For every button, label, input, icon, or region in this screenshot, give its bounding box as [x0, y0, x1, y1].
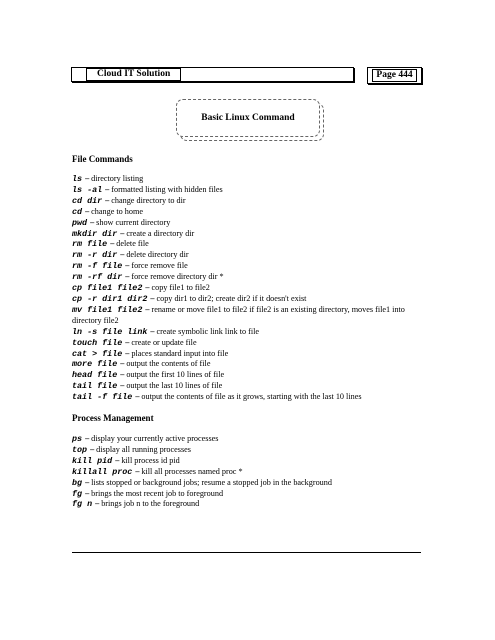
command-description: force remove directory dir *: [131, 272, 224, 282]
command-description: output the last 10 lines of file: [126, 381, 223, 391]
separator-dash: –: [95, 499, 100, 509]
separator-dash: –: [135, 466, 140, 476]
command-item: [72, 359, 426, 370]
command-description: places standard input into file: [131, 348, 229, 358]
separator-dash: –: [120, 381, 125, 391]
command-item: [72, 456, 426, 467]
command-description: create a directory dir: [126, 228, 195, 238]
separator-dash: –: [125, 337, 130, 347]
command-name: cp -r dir1 dir2: [72, 293, 148, 304]
separator-dash: –: [90, 217, 95, 227]
command-name: head file: [72, 370, 118, 381]
command-name: bg: [72, 477, 83, 488]
command-name: cd dir: [72, 195, 103, 206]
section-title-process-management: Process Management: [72, 413, 154, 423]
command-item: [72, 370, 426, 381]
command-description: delete directory dir: [126, 250, 189, 260]
separator-dash: –: [120, 370, 125, 380]
banner-title: Basic Linux Command: [201, 113, 295, 123]
command-description: copy file1 to file2: [151, 283, 210, 293]
command-name: touch file: [72, 337, 123, 348]
section-title-file-commands: File Commands: [72, 154, 133, 164]
separator-dash: –: [105, 195, 110, 205]
command-description: rename or move file1 to file2 if file2 is an existing directory, moves file1 into directory file2: [72, 304, 405, 325]
command-description: brings job n to the foreground: [101, 499, 200, 509]
footer-rule: [72, 552, 421, 553]
command-name: tail -f file: [72, 392, 133, 403]
command-item: [72, 185, 426, 196]
separator-dash: –: [110, 239, 115, 249]
command-description: output the contents of file as it grows, starting with the last 10 lines: [141, 392, 362, 402]
separator-dash: –: [145, 283, 150, 293]
command-item: [72, 218, 426, 229]
command-name: cat > file: [72, 348, 123, 359]
command-name: cd: [72, 206, 83, 217]
command-name: fg: [72, 488, 83, 499]
command-item: [72, 261, 426, 272]
command-item: [72, 196, 426, 207]
command-description: create or update file: [131, 337, 197, 347]
command-description: change directory to dir: [111, 195, 186, 205]
command-name: top: [72, 444, 88, 455]
command-name: rm -rf dir: [72, 272, 123, 283]
command-description: copy dir1 to dir2; create dir2 if it doesn't exist: [156, 293, 307, 303]
command-description: force remove file: [131, 261, 188, 271]
separator-dash: –: [125, 272, 130, 282]
command-description: display your currently active processes: [91, 434, 219, 443]
command-name: mv file1 file2: [72, 304, 143, 315]
command-name: fg n: [72, 499, 93, 510]
separator-dash: –: [150, 293, 155, 303]
command-item: [72, 283, 426, 294]
command-item: [72, 445, 426, 456]
separator-dash: –: [85, 477, 90, 487]
header-title-box: [71, 67, 354, 82]
command-name: tail file: [72, 381, 118, 392]
command-description: lists stopped or background jobs; resume a stopped job in the background: [91, 477, 332, 487]
command-description: delete file: [116, 239, 149, 249]
command-item: [72, 174, 426, 185]
separator-dash: –: [135, 392, 140, 402]
command-item: [72, 467, 426, 478]
command-description: formatted listing with hidden files: [111, 184, 223, 194]
command-description: display all running processes: [96, 444, 191, 454]
command-name: mkdir dir: [72, 228, 118, 239]
command-item: [72, 338, 426, 349]
command-description: kill all processes named proc *: [141, 466, 243, 476]
command-name: ps: [72, 434, 83, 444]
command-description: show current directory: [96, 217, 171, 227]
command-item: [72, 327, 426, 338]
command-name: rm -f file: [72, 261, 123, 272]
separator-dash: –: [105, 184, 110, 194]
command-name: cp file1 file2: [72, 283, 143, 294]
command-name: rm file: [72, 239, 108, 250]
command-name: more file: [72, 359, 118, 370]
command-item: [72, 294, 426, 305]
command-description: kill process id pid: [121, 455, 180, 465]
command-name: ln -s file link: [72, 326, 148, 337]
command-item: [72, 349, 426, 360]
separator-dash: –: [120, 250, 125, 260]
separator-dash: –: [85, 434, 90, 443]
command-description: output the contents of file: [126, 359, 211, 369]
separator-dash: –: [145, 304, 150, 314]
separator-dash: –: [120, 359, 125, 369]
command-description: create symbolic link link to file: [156, 326, 260, 336]
separator-dash: –: [85, 488, 90, 498]
command-item: [72, 305, 426, 327]
file-commands-list: [72, 174, 426, 403]
command-item: [72, 272, 426, 283]
separator-dash: –: [90, 444, 95, 454]
command-item: [72, 381, 426, 392]
command-description: change to home: [91, 206, 143, 216]
command-description: directory listing: [91, 174, 144, 183]
separator-dash: –: [115, 455, 120, 465]
separator-dash: –: [150, 326, 155, 336]
command-name: kill pid: [72, 455, 113, 466]
command-item: [72, 239, 426, 250]
command-item: [72, 392, 426, 403]
command-item: [72, 434, 426, 445]
command-item: [72, 207, 426, 218]
command-name: killall proc: [72, 466, 133, 477]
command-item: [72, 229, 426, 240]
separator-dash: –: [85, 174, 90, 183]
process-management-list: [72, 434, 426, 510]
separator-dash: –: [125, 348, 130, 358]
command-item: [72, 499, 426, 510]
command-item: [72, 250, 426, 261]
page-number-box: [367, 67, 422, 84]
command-name: ls -al: [72, 184, 103, 195]
command-name: rm -r dir: [72, 250, 118, 261]
banner-box: [176, 99, 320, 137]
separator-dash: –: [85, 206, 90, 216]
header-title: Cloud IT Solution: [86, 68, 181, 81]
page-number: Page 444: [372, 69, 416, 82]
command-item: [72, 478, 426, 489]
command-item: [72, 489, 426, 500]
command-description: output the first 10 lines of file: [126, 370, 225, 380]
separator-dash: –: [120, 228, 125, 238]
command-description: brings the most recent job to foreground: [91, 488, 224, 498]
command-name: ls: [72, 174, 83, 184]
command-name: pwd: [72, 217, 88, 228]
separator-dash: –: [125, 261, 130, 271]
